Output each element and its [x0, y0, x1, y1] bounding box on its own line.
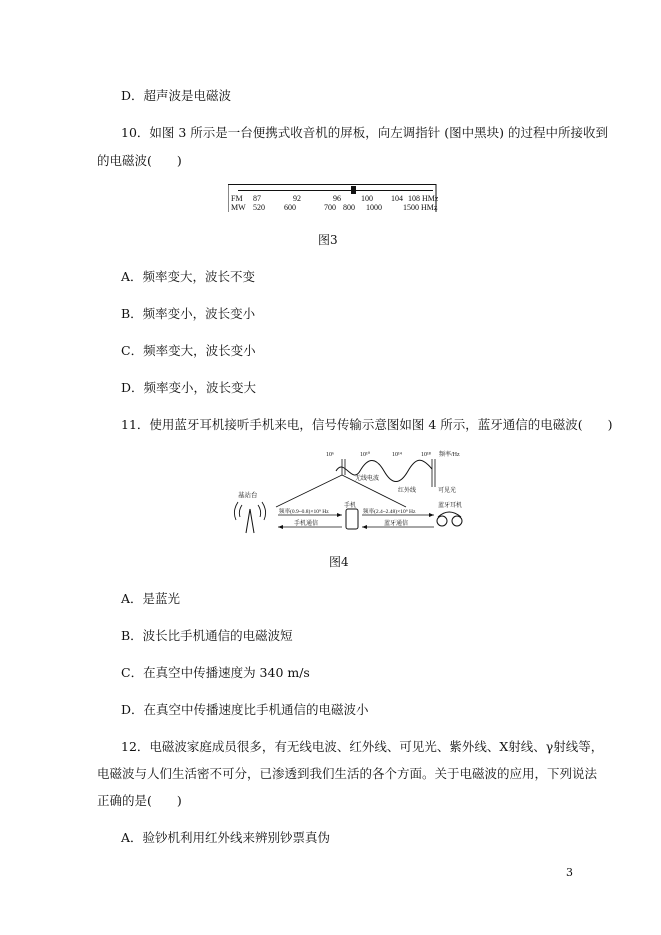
bluetooth-comm-label: 蓝牙通信	[384, 521, 409, 527]
figure-3-caption: 图3	[318, 233, 338, 247]
fm-tick: 92	[293, 194, 301, 203]
mw-tick: 1000	[366, 203, 382, 212]
q11-option-d: D．在真空中传播速度比手机通信的电磁波小	[121, 702, 369, 717]
fm-tick: 104	[391, 194, 403, 203]
tuning-pointer	[351, 186, 356, 194]
signal-tower-icon	[234, 502, 265, 533]
mw-tick: 700	[324, 203, 336, 212]
figure-4-signal-diagram	[226, 447, 478, 539]
freq-exponent: 10¹⁴	[392, 452, 402, 458]
phone-comm-label: 手机通信	[294, 521, 319, 527]
freq-unit-label: 频率/Hz	[439, 452, 460, 458]
freq-exponent: 10¹⁸	[421, 452, 431, 458]
q12-stem-line3: 正确的是( )	[97, 793, 182, 808]
mw-label: MW	[231, 203, 246, 212]
q10-option-a: A．频率变大，波长不变	[121, 269, 256, 284]
tower-label: 基站台	[238, 492, 258, 499]
left-frequency-label: 频率(0.9~0.8)×10⁹ Hz	[279, 509, 329, 515]
phone-label: 手机	[344, 503, 357, 509]
wireless-wave-label: 无线电波	[355, 476, 380, 482]
figure-4-caption: 图4	[329, 555, 349, 569]
mw-tick: 1500 HMz	[403, 203, 438, 212]
q10-stem-line2: 的电磁波( )	[97, 153, 182, 168]
right-frequency-label: 频率(2.4~2.48)×10⁹ Hz	[363, 509, 416, 515]
freq-exponent: 10¹⁰	[360, 452, 371, 458]
q11-option-b: B．波长比手机通信的电磁波短	[121, 628, 293, 643]
fm-tick: 108 HMz	[408, 194, 438, 203]
q10-option-c: C．频率变大，波长变小	[121, 343, 256, 358]
figure-3-radio-dial	[228, 184, 438, 214]
bluetooth-headset-icon	[437, 512, 462, 526]
page-number: 3	[566, 866, 573, 879]
freq-exponent: 10⁶	[326, 452, 335, 458]
mw-tick: 800	[343, 203, 355, 212]
fm-label: FM	[231, 194, 243, 203]
infrared-label: 红外线	[398, 488, 417, 494]
q10-option-b: B．频率变小，波长变小	[121, 306, 256, 321]
mw-tick: 520	[253, 203, 265, 212]
q9-option-d: D．超声波是电磁波	[121, 88, 232, 103]
fm-tick: 100	[361, 194, 373, 203]
headset-label: 蓝牙耳机	[438, 503, 463, 509]
q12-stem-line2: 电磁波与人们生活密不可分，已渗透到我们生活的各个方面。关于电磁波的应用，下列说法	[97, 766, 598, 781]
fm-tick: 87	[253, 194, 261, 203]
mw-tick: 600	[284, 203, 296, 212]
q10-option-d: D．频率变小，波长变大	[121, 380, 257, 395]
fm-tick: 96	[333, 194, 341, 203]
visible-light-label: 可见光	[438, 488, 457, 494]
phone-icon	[346, 509, 358, 529]
q11-option-c: C．在真空中传播速度为 340 m/s	[121, 665, 310, 680]
q11-option-a: A．是蓝光	[121, 591, 181, 606]
q12-stem-line1: 12．电磁波家庭成员很多，有无线电波、红外线、可见光、紫外线、X射线、γ射线等，	[121, 739, 604, 754]
q10-stem-line1: 10．如图 3 所示是一台便携式收音机的屏板，向左调指针 (图中黑块) 的过程中所接收到	[121, 125, 609, 140]
q12-option-a: A．验钞机利用红外线来辨别钞票真伪	[121, 830, 331, 845]
wave-line	[336, 460, 432, 481]
q11-stem: 11．使用蓝牙耳机接听手机来电，信号传输示意图如图 4 所示，蓝牙通信的电磁波( )	[121, 417, 613, 432]
